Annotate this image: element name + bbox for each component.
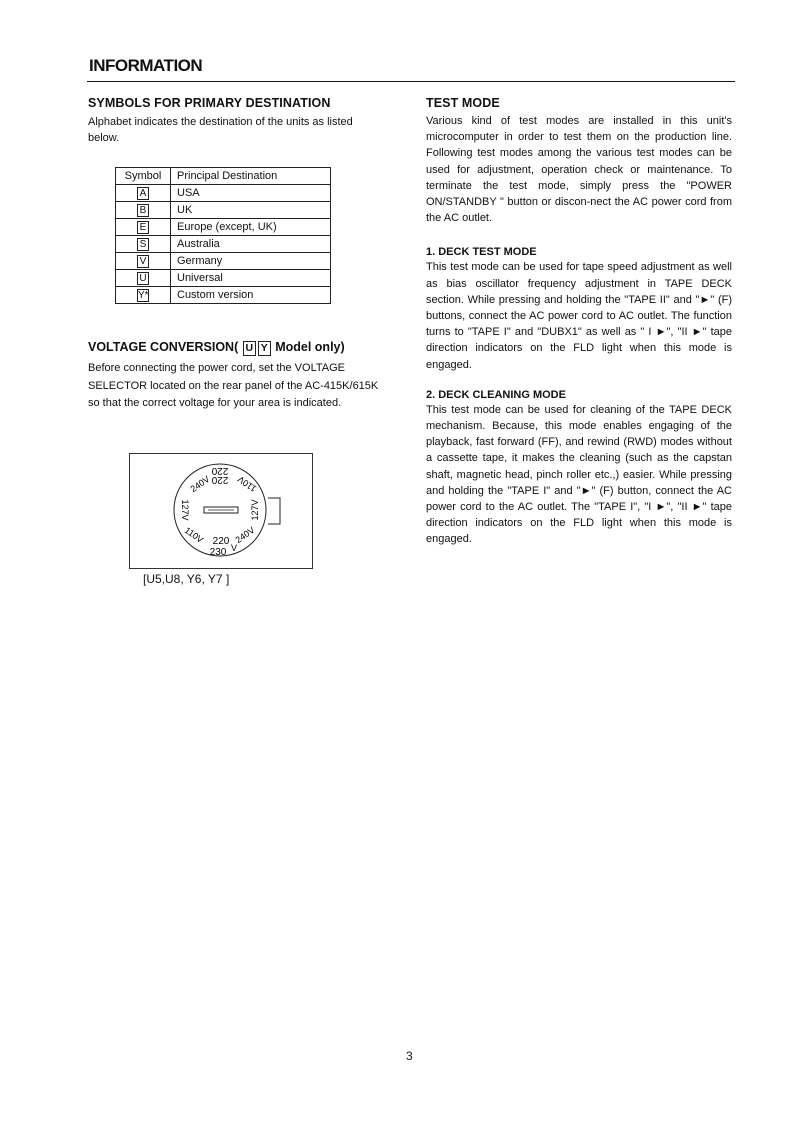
symbol-box: A	[137, 187, 149, 200]
destination-cell: Europe (except, UK)	[171, 219, 331, 236]
voltage-heading-prefix: VOLTAGE CONVERSION(	[88, 340, 239, 354]
voltage-selector-figure	[129, 453, 313, 569]
table-row	[116, 219, 331, 236]
model-box-y: Y	[258, 341, 271, 356]
figure-caption: [U5,U8, Y6, Y7 ]	[143, 572, 230, 586]
label-127v-right: 127V	[250, 499, 260, 521]
symbol-box: E	[137, 221, 149, 234]
destination-table	[115, 167, 331, 304]
test-mode-intro: Various kind of test modes are installed in this unit's microcomputer in order to test them on the production line. Following test modes among the various test modes can be used for adjustment, operation check or maintenance. To terminate the test mode, simply press the "POWER ON/STANDBY " button or discon-nect the AC power cord from the AC outlet.	[426, 115, 732, 225]
deck-cleaning-heading: 2. DECK CLEANING MODE	[426, 388, 566, 401]
page-title: INFORMATION	[89, 56, 203, 75]
destination-cell: USA	[171, 185, 331, 202]
label-230-bottom: 230	[209, 547, 227, 558]
table-row	[116, 253, 331, 270]
destination-cell: Universal	[171, 270, 331, 287]
symbol-cell	[116, 287, 171, 304]
voltage-selector-dial	[130, 454, 312, 568]
column-header-symbol: Symbol	[116, 168, 171, 185]
table-row	[116, 270, 331, 287]
left-column	[88, 96, 378, 146]
label-220-top: 220	[211, 465, 229, 476]
destination-cell: UK	[171, 202, 331, 219]
voltage-body: Before connecting the power cord, set the VOLTAGE SELECTOR located on the rear panel of the AC-415K/615K so that the correct voltage for your area is indicated.	[88, 362, 379, 409]
label-240v-left: 240V	[188, 473, 212, 495]
table-row	[116, 202, 331, 219]
deck-test-body: This test mode can be used for tape speed adjustment as well as bias oscillator frequency adjustment in TAPE DECK section. While pressing and holding the "TAPE II" and "►" (F) buttons, connect the AC power cord to AC outlet. The function turns to "TAPE I" and "DUBX1" as well as " I ►", "II ►" tape direction indicators on the FLD light when this mode is engaged.	[426, 261, 732, 371]
label-110v-lower: 110V	[182, 525, 206, 545]
label-v-separator: V	[230, 543, 238, 553]
table-row	[116, 185, 331, 202]
right-column	[426, 96, 732, 548]
title-rule	[87, 81, 735, 82]
symbol-cell	[116, 236, 171, 253]
symbol-box: U	[137, 272, 149, 285]
symbol-box: S	[137, 238, 149, 251]
page-number: 3	[406, 1049, 413, 1063]
symbol-box: V	[137, 255, 149, 268]
label-110v-upper: 110V	[235, 474, 259, 494]
spacer	[426, 226, 732, 246]
symbol-box: Y*	[138, 290, 149, 301]
voltage-heading-suffix: Model only)	[275, 340, 345, 354]
symbol-cell	[116, 270, 171, 287]
column-header-destination: Principal Destination	[171, 168, 331, 185]
label-240v-right: 240V	[233, 524, 257, 546]
deck-test-heading: 1. DECK TEST MODE	[426, 246, 537, 259]
symbol-cell	[116, 219, 171, 236]
symbols-heading: SYMBOLS FOR PRIMARY DESTINATION	[88, 96, 331, 110]
symbol-cell	[116, 185, 171, 202]
table-row	[116, 236, 331, 253]
label-220-inverted: 220	[211, 474, 229, 485]
voltage-heading	[88, 340, 380, 356]
spacer	[426, 373, 732, 389]
symbol-cell	[116, 253, 171, 270]
model-box-u: U	[243, 341, 256, 356]
table-header-row	[116, 168, 331, 185]
symbol-cell	[116, 202, 171, 219]
destination-cell: Custom version	[171, 287, 331, 304]
symbol-box: B	[137, 204, 149, 217]
deck-cleaning-body: This test mode can be used for cleaning of the TAPE DECK mechanism. Because, this mode enables engaging of the playback, fast forward (FF), and rewind (RWD) modes without a cassette tape, it makes the cleaning (such as the capstan shaft, magnetic head, pinch roller etc.,) easier. While pressing and holding the "TAPE I" and "►" (F) button, connect the AC power cord to the AC outlet. The "TAPE I", "I ►", "II ►" tape direction indicators on the FLD light when this mode is engaged.	[426, 403, 732, 546]
destination-cell: Australia	[171, 236, 331, 253]
voltage-section	[88, 340, 380, 413]
table-row	[116, 287, 331, 304]
label-220-bottom: 220	[212, 536, 230, 547]
symbols-intro: Alphabet indicates the destination of the units as listed below.	[88, 116, 353, 145]
destination-cell: Germany	[171, 253, 331, 270]
test-mode-heading: TEST MODE	[426, 96, 500, 110]
label-127v-left: 127V	[180, 499, 190, 521]
